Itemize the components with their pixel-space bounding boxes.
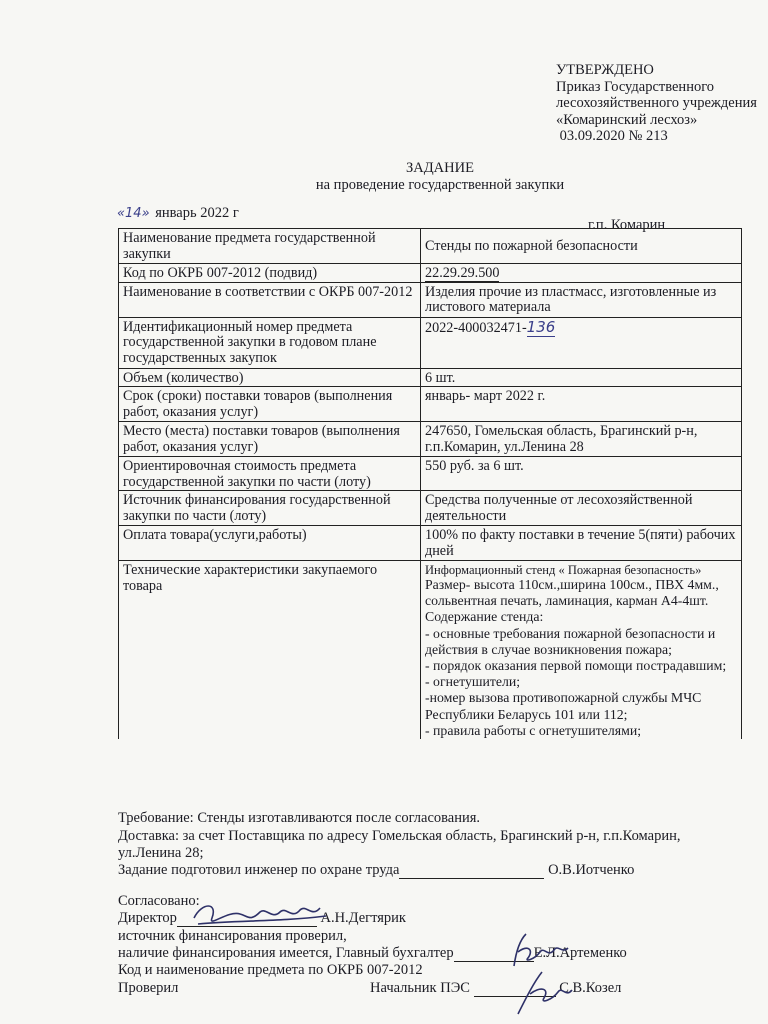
- delivery-text-2: ул.Ленина 28;: [118, 845, 204, 861]
- row-label: Место (места) поставки товаров (выполнения работ, оказания услуг): [119, 422, 421, 457]
- row-label: Срок (сроки) поставки товаров (выполнения работ, оказания услуг): [119, 387, 421, 422]
- director-line: Директор А.Н.Дегтярик: [118, 910, 406, 926]
- table-row: [119, 526, 742, 561]
- pes-signature: [508, 968, 578, 1018]
- approval-line: «Комаринский лесхоз»: [556, 111, 698, 128]
- table-row-tech: [119, 561, 742, 740]
- row-value: 247650, Гомельская область, Брагинский р-н, г.п.Комарин, ул.Ленина 28: [421, 422, 742, 457]
- table-row: [119, 229, 742, 264]
- pes-line: Начальник ПЭС С.В.Козел: [370, 980, 622, 996]
- row-label: Код по ОКРБ 007-2012 (подвид): [119, 264, 421, 283]
- signature-line: [399, 878, 544, 879]
- row-label: Ориентировочная стоимость предмета государственной закупки по части (лоту): [119, 457, 421, 491]
- document-city: г.п. Комарин: [588, 217, 666, 233]
- table-row: [119, 317, 742, 368]
- requirement-text: Требование: Стенды изготавливаются после согласования.: [118, 810, 481, 826]
- tech-line: Информационный стенд « Пожарная безопасность»: [425, 563, 702, 577]
- delivery-text-1: Доставка: за счет Поставщика по адресу Гомельская область, Брагинский р-н, г.п.Комарин,: [118, 828, 681, 844]
- tech-line: Размер- высота 110см.,ширина 100см., ПВХ 4мм., сольвентная печать, ламинация, карман А4-4шт.: [425, 577, 719, 609]
- document-title: ЗАДАНИЕ: [406, 160, 474, 176]
- accountant-signature: [500, 930, 580, 972]
- approval-line: Приказ Государственного: [556, 78, 715, 95]
- date-text: январь 2022 г: [155, 205, 239, 221]
- tech-line: -номер вызова противопожарной службы МЧС Республики Беларусь 101 или 112;: [425, 690, 702, 722]
- row-value: Средства полученные от лесохозяйственной деятельности: [421, 491, 742, 526]
- handwritten-day: «14»: [117, 206, 150, 221]
- prepared-by: Задание подготовил инженер по охране труда О.В.Иотченко: [118, 862, 635, 878]
- table-row: [119, 457, 742, 491]
- row-value: 100% по факту поставки в течение 5(пяти) рабочих дней: [421, 526, 742, 561]
- row-value: 550 руб. за 6 шт.: [421, 457, 742, 491]
- agreed-label: Согласовано:: [118, 893, 200, 909]
- row-label: Наименование предмета государственной закупки: [119, 229, 421, 264]
- table-row: [119, 387, 742, 422]
- row-label: Объем (количество): [119, 368, 421, 387]
- director-signature: [188, 898, 338, 932]
- row-label: Оплата товара(услуги,работы): [119, 526, 421, 561]
- tech-line: - огнетушители;: [425, 674, 521, 690]
- row-value: Изделия прочие из пластмасс, изготовленные из листового материала: [421, 282, 742, 317]
- tech-line: - порядок оказания первой помощи пострадавшим;: [425, 658, 727, 674]
- table-row: [119, 368, 742, 387]
- row-value: 22.29.29.500: [421, 264, 742, 283]
- document-date: [117, 205, 239, 222]
- specification-table: [118, 228, 742, 739]
- fin-available: наличие финансирования имеется, Главный бухгалтер Е.Л.Артеменко: [118, 945, 627, 961]
- tech-line: Содержание стенда:: [425, 609, 544, 625]
- director-name: А.Н.Дегтярик: [316, 910, 406, 926]
- approval-line: УТВЕРЖДЕНО: [556, 62, 654, 78]
- row-label: Идентификационный номер предмета государственной закупки в годовом плане государственных закупок: [119, 317, 421, 368]
- table-row: [119, 491, 742, 526]
- table-row: [119, 264, 742, 283]
- prepared-name: О.В.Иотченко: [544, 862, 635, 878]
- approval-line: 03.09.2020 № 213: [556, 128, 668, 144]
- checked-label: Проверил: [118, 980, 179, 996]
- row-value: Стенды по пожарной безопасности: [421, 229, 742, 264]
- row-value: 6 шт.: [421, 368, 742, 387]
- row-label: Технические характеристики закупаемого товара: [119, 561, 421, 740]
- table-row: [119, 422, 742, 457]
- row-label: Наименование в соответствии с ОКРБ 007-2012: [119, 282, 421, 317]
- okrb-line: Код и наименование предмета по ОКРБ 007-2012: [118, 962, 423, 978]
- accountant-name: Е.Л.Артеменко: [533, 945, 627, 961]
- approval-block: [556, 62, 757, 145]
- fin-checked: источник финансирования проверил,: [118, 928, 347, 944]
- handwritten-number: 136: [526, 317, 556, 336]
- approval-line: лесохозяйственного учреждения: [556, 95, 757, 111]
- row-value: 2022-400032471-136: [421, 317, 742, 368]
- row-value: январь- март 2022 г.: [421, 387, 742, 422]
- document-subtitle: на проведение государственной закупки: [315, 177, 565, 193]
- tech-line: - правила работы с огнетушителями;: [425, 722, 642, 738]
- tech-line: - основные требования пожарной безопасности и действия в случае возникновения пожара;: [425, 625, 716, 657]
- tech-description: [421, 561, 742, 740]
- pes-name: С.В.Козел: [555, 980, 622, 996]
- table-row: [119, 282, 742, 317]
- row-label: Источник финансирования государственной закупки по части (лоту): [119, 491, 421, 526]
